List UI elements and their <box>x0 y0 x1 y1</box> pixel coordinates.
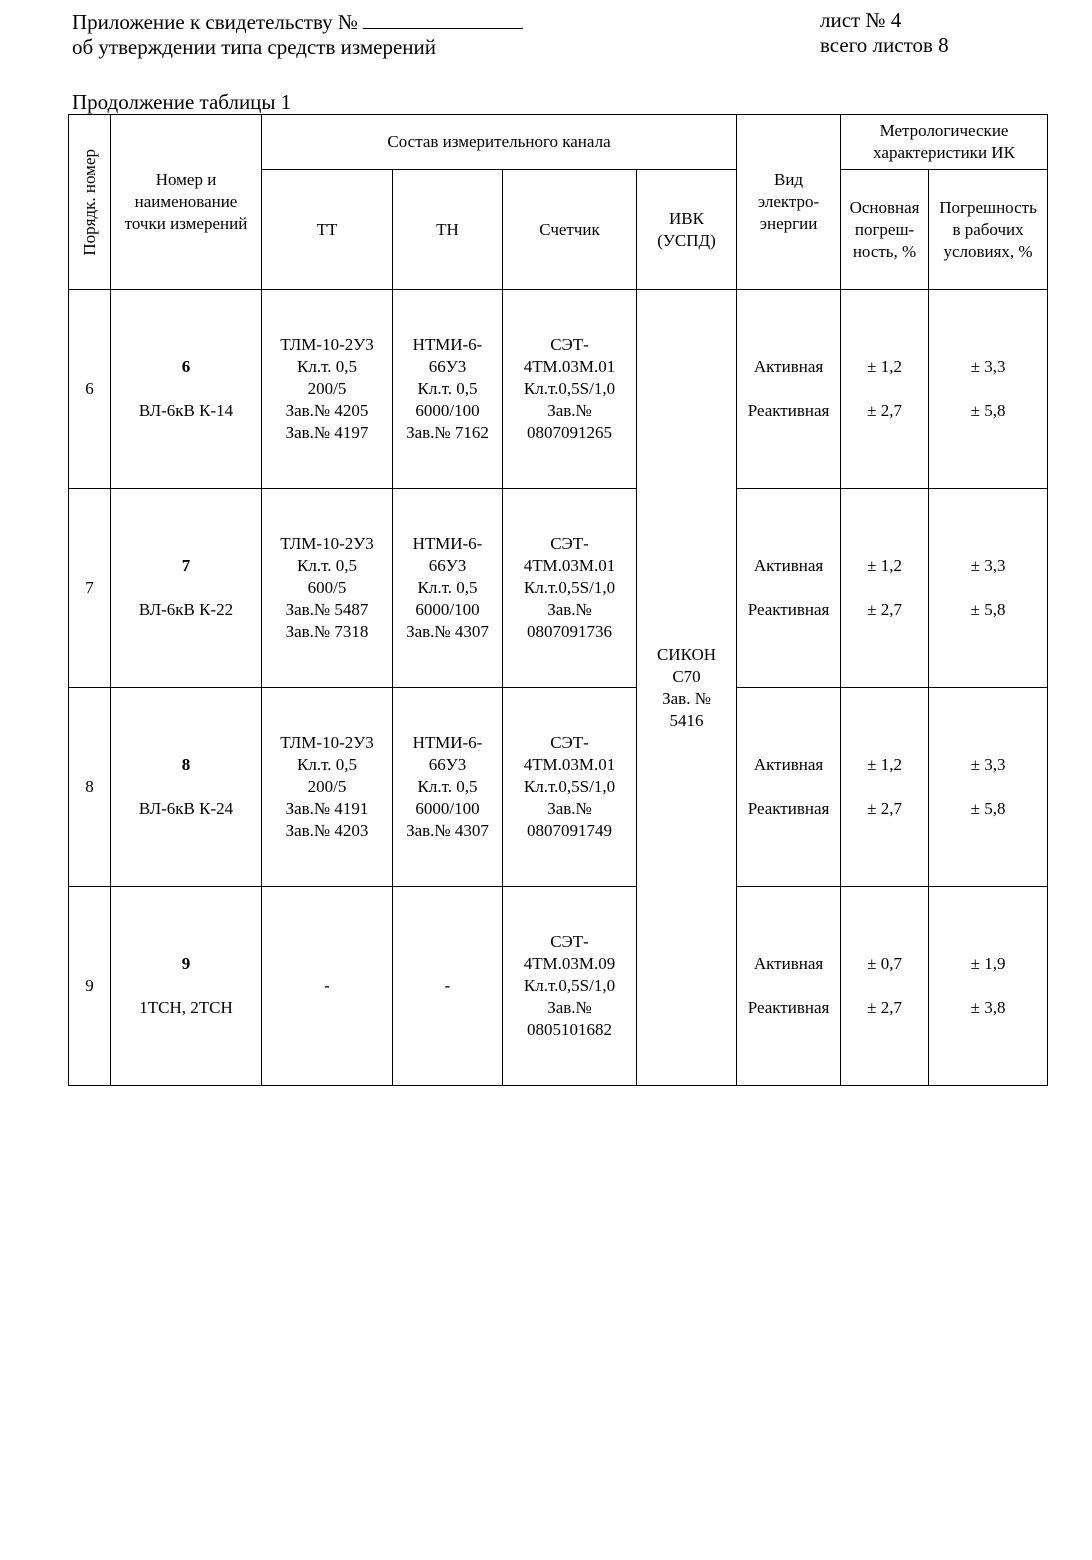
meter-line: СЭТ- <box>550 534 589 553</box>
appendix-title: Приложение к свидетельству № <box>72 10 358 34</box>
table-continuation-label: Продолжение таблицы 1 <box>72 90 292 114</box>
ivk-line: С70 <box>672 666 701 686</box>
tn-line: 66У3 <box>428 755 467 774</box>
header-line: Погрешность <box>939 197 1037 217</box>
sheet-number: лист № 4 <box>820 8 902 32</box>
meter-line: Кл.т.0,5S/1,0 <box>523 976 616 995</box>
tn-line: 6000/100 <box>415 401 480 420</box>
tn-line: Кл.т. 0,5 <box>417 578 478 597</box>
reactive-value: Реактивная <box>747 600 830 619</box>
meter-line: Зав.№ <box>547 401 592 420</box>
header-line: ИВК <box>669 208 704 228</box>
cell-measurement-point <box>111 887 262 1086</box>
cell-energy-type <box>737 290 841 489</box>
tn-line: 6000/100 <box>415 600 480 619</box>
reactive-value: ± 2,7 <box>867 799 902 818</box>
tt-line: 200/5 <box>307 379 347 398</box>
certificate-number-blank <box>363 8 523 29</box>
tn-line: Кл.т. 0,5 <box>417 777 478 796</box>
tt-line: 200/5 <box>307 777 347 796</box>
cell-tt <box>262 489 393 688</box>
col-header-order-number: Порядк. номер <box>69 115 111 290</box>
tt-line: Кл.т. 0,5 <box>297 755 357 774</box>
cell-energy-type <box>737 688 841 887</box>
cell-tt <box>262 887 393 1086</box>
table-row <box>69 688 1048 887</box>
point-name: ВЛ-6кВ К-22 <box>138 600 234 619</box>
reactive-value: Реактивная <box>747 799 830 818</box>
col-header-working-error <box>929 170 1048 290</box>
cell-tn <box>393 290 503 489</box>
col-header-metrological-group <box>841 115 1048 170</box>
cell-working-error <box>929 887 1048 1086</box>
reactive-value: ± 3,8 <box>970 998 1006 1017</box>
tn-line: Зав.№ 7162 <box>406 423 489 442</box>
active-value: Активная <box>753 755 824 774</box>
measurement-channels-table <box>68 114 1048 1086</box>
header-line: Вид <box>773 170 804 189</box>
reactive-value: ± 5,8 <box>970 799 1006 818</box>
meter-line: СЭТ- <box>550 932 589 951</box>
reactive-value: Реактивная <box>747 998 830 1017</box>
cell-basic-error <box>841 688 929 887</box>
active-value: ± 0,7 <box>867 954 902 973</box>
meter-line: Зав.№ <box>547 600 592 619</box>
cell-energy-type <box>737 489 841 688</box>
table-row <box>69 290 1048 489</box>
col-header-tn: ТН <box>393 170 503 290</box>
active-value: Активная <box>753 357 824 376</box>
active-value: ± 1,9 <box>970 954 1006 973</box>
cell-tt <box>262 688 393 887</box>
col-header-measurement-point <box>111 115 262 290</box>
tt-line: ТЛМ-10-2У3 <box>280 335 374 354</box>
tn-line: 66У3 <box>428 556 467 575</box>
active-value: ± 1,2 <box>867 755 902 774</box>
meter-line: 0807091265 <box>527 423 612 442</box>
header-line: Номер и <box>155 170 217 189</box>
cell-meter <box>503 688 637 887</box>
tt-line: Зав.№ 4191 <box>285 799 369 818</box>
meter-line: СЭТ- <box>550 335 589 354</box>
meter-line: Зав.№ <box>547 998 592 1017</box>
active-value: ± 3,3 <box>970 755 1006 774</box>
point-number: 7 <box>181 556 191 575</box>
tn-line: НТМИ-6- <box>412 335 483 354</box>
tt-line: - <box>324 976 330 995</box>
tn-line: Зав.№ 4307 <box>406 622 489 641</box>
reactive-value: ± 2,7 <box>867 998 902 1017</box>
tn-line: Кл.т. 0,5 <box>417 379 478 398</box>
tn-line: 6000/100 <box>415 799 480 818</box>
approval-subtitle: об утверждении типа средств измерений <box>72 35 437 59</box>
meter-line: 4ТМ.03М.09 <box>523 954 616 973</box>
header-line: Основная <box>849 197 920 217</box>
col-header-basic-error <box>841 170 929 290</box>
document-header-right <box>820 8 949 58</box>
cell-working-error <box>929 290 1048 489</box>
reactive-value: ± 5,8 <box>970 600 1006 619</box>
cell-order-number: 7 <box>69 489 111 688</box>
cell-meter <box>503 489 637 688</box>
col-header-tt: ТТ <box>262 170 393 290</box>
meter-line: 4ТМ.03М.01 <box>523 556 616 575</box>
cell-working-error <box>929 688 1048 887</box>
cell-basic-error <box>841 489 929 688</box>
tt-line: Зав.№ 4205 <box>285 401 369 420</box>
col-header-meter: Счетчик <box>503 170 637 290</box>
header-line: характеристики ИК <box>873 143 1015 162</box>
tt-line: Кл.т. 0,5 <box>297 357 357 376</box>
point-name: 1ТСН, 2ТСН <box>139 998 233 1017</box>
ivk-line: 5416 <box>669 710 704 730</box>
reactive-value: Реактивная <box>747 401 830 420</box>
point-number: 9 <box>181 954 191 973</box>
cell-basic-error <box>841 290 929 489</box>
active-value: ± 1,2 <box>867 357 902 376</box>
table-row <box>69 489 1048 688</box>
total-sheets: всего листов 8 <box>820 33 949 57</box>
header-line: точки измерений <box>124 214 248 233</box>
cell-meter <box>503 887 637 1086</box>
col-header-energy-type <box>737 115 841 290</box>
tn-line: НТМИ-6- <box>412 534 483 553</box>
meter-line: 4ТМ.03М.01 <box>523 357 616 376</box>
cell-tn <box>393 887 503 1086</box>
tn-line: НТМИ-6- <box>412 733 483 752</box>
active-value: Активная <box>753 556 824 575</box>
header-line: в рабочих <box>952 219 1024 239</box>
header-line: условиях, % <box>943 241 1033 261</box>
col-header-channel-composition: Состав измерительного канала <box>262 115 737 170</box>
tn-line: 66У3 <box>428 357 467 376</box>
tt-line: Зав.№ 5487 <box>285 600 369 619</box>
reactive-value: ± 2,7 <box>867 401 902 420</box>
header-line: наименование <box>134 192 238 211</box>
cell-tn <box>393 489 503 688</box>
meter-line: 0805101682 <box>527 1020 612 1039</box>
header-line: погреш- <box>854 219 915 239</box>
cell-measurement-point <box>111 688 262 887</box>
cell-meter <box>503 290 637 489</box>
cell-basic-error <box>841 887 929 1086</box>
reactive-value: ± 2,7 <box>867 600 902 619</box>
meter-line: Кл.т.0,5S/1,0 <box>523 379 616 398</box>
cell-order-number: 9 <box>69 887 111 1086</box>
header-line: ность, % <box>852 241 917 261</box>
cell-order-number: 6 <box>69 290 111 489</box>
header-line: энергии <box>759 214 818 233</box>
tt-line: 600/5 <box>307 578 347 597</box>
meter-line: СЭТ- <box>550 733 589 752</box>
tn-line: Зав.№ 4307 <box>406 821 489 840</box>
active-value: ± 3,3 <box>970 556 1006 575</box>
tt-line: ТЛМ-10-2У3 <box>280 733 374 752</box>
meter-line: Кл.т.0,5S/1,0 <box>523 578 616 597</box>
meter-line: Кл.т.0,5S/1,0 <box>523 777 616 796</box>
meter-line: 0807091749 <box>527 821 612 840</box>
cell-measurement-point <box>111 489 262 688</box>
tt-line: ТЛМ-10-2У3 <box>280 534 374 553</box>
cell-tn <box>393 688 503 887</box>
active-value: ± 1,2 <box>867 556 902 575</box>
reactive-value: ± 5,8 <box>970 401 1006 420</box>
document-header-left <box>72 8 523 60</box>
tn-line: - <box>444 976 451 995</box>
cell-measurement-point <box>111 290 262 489</box>
meter-line: Зав.№ <box>547 799 592 818</box>
header-line: электро- <box>757 192 820 211</box>
cell-working-error <box>929 489 1048 688</box>
ivk-line: Зав. № <box>662 688 711 708</box>
meter-line: 4ТМ.03М.01 <box>523 755 616 774</box>
point-name: ВЛ-6кВ К-14 <box>138 401 234 420</box>
point-number: 6 <box>181 357 191 376</box>
cell-tt <box>262 290 393 489</box>
active-value: ± 3,3 <box>970 357 1006 376</box>
active-value: Активная <box>753 954 824 973</box>
header-line: (УСПД) <box>657 230 716 250</box>
ivk-line: СИКОН <box>656 644 717 664</box>
header-line: Метрологические <box>879 121 1009 140</box>
table-row <box>69 887 1048 1086</box>
cell-ivk <box>637 290 737 1086</box>
meter-line: 0807091736 <box>527 622 612 641</box>
point-name: ВЛ-6кВ К-24 <box>138 799 234 818</box>
point-number: 8 <box>181 755 191 774</box>
cell-energy-type <box>737 887 841 1086</box>
tt-line: Зав.№ 4203 <box>285 821 369 840</box>
col-header-ivk <box>637 170 737 290</box>
tt-line: Зав.№ 7318 <box>285 622 369 641</box>
tt-line: Зав.№ 4197 <box>285 423 369 442</box>
cell-order-number: 8 <box>69 688 111 887</box>
tt-line: Кл.т. 0,5 <box>297 556 357 575</box>
